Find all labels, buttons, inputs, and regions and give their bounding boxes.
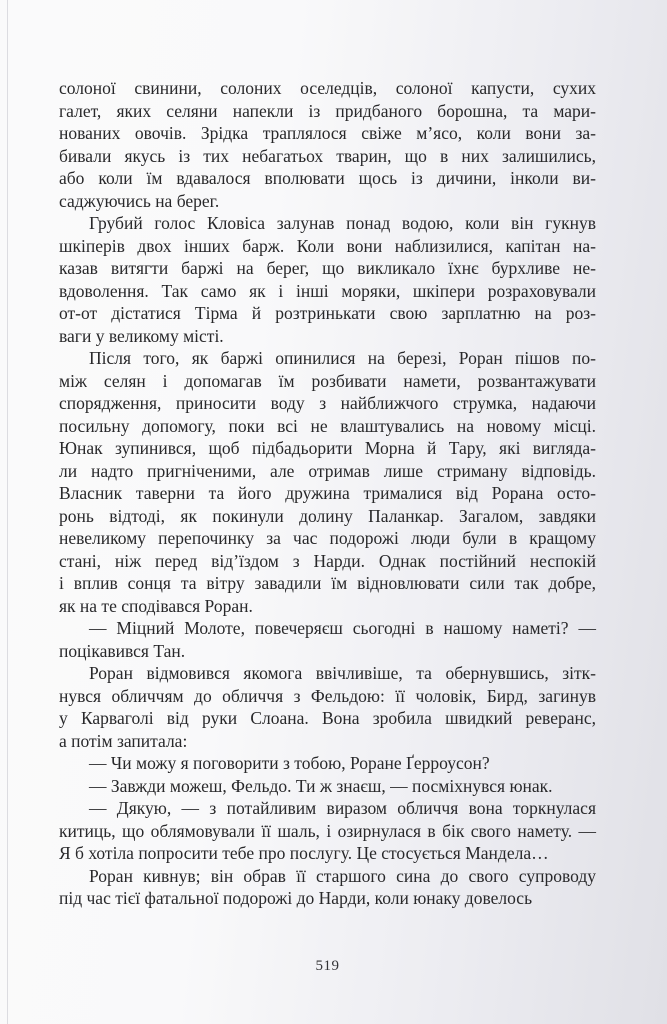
paragraph xyxy=(59,865,596,910)
text-line: стані, ніж перед від’їздом з Нарди. Однак постійний неспокій xyxy=(59,550,596,571)
text-line: — Чи можу я поговорити з тобою, Роране Ґерроусон? xyxy=(89,753,490,773)
text-line: от-от дістатися Тірма й розтринькати свою зарплатню на роз- xyxy=(59,303,596,323)
text-line: китиць, що облямовували її шаль, і озирнулася в бік свого намету. — xyxy=(59,820,596,841)
text-line: солоної свинини, солоних оселедців, солоної капусти, сухих xyxy=(59,78,596,98)
text-line: або коли їм вдавалося вполювати щось із дичини, інколи ви- xyxy=(59,168,596,188)
page-text xyxy=(59,77,596,910)
text-line: як на те сподівався Роран. xyxy=(59,595,253,616)
text-line: Після того, як баржі опинилися на березі, Роран пішов по- xyxy=(89,348,596,368)
text-line: Власник таверни та його дружина трималися від Рорана осто- xyxy=(59,483,596,503)
paragraph xyxy=(59,617,596,662)
page-edge-shadow xyxy=(7,0,8,1024)
text-line: Юнак зупинився, щоб підбадьорити Морна й Тару, які вигляда- xyxy=(59,438,596,458)
paragraph xyxy=(59,797,596,865)
text-line: ронь відтоді, як покинули долину Паланкар. Загалом, завдяки xyxy=(59,505,596,526)
paragraph xyxy=(59,347,596,617)
text-line: саджуючись на берег. xyxy=(59,190,220,211)
text-line: а потім запитала: xyxy=(59,730,188,751)
text-line: бивали якусь із тих небагатьох тварин, що в них залишились, xyxy=(59,145,596,166)
text-line: посильну допомогу, поки всі не влаштувались на новому місці. xyxy=(59,415,596,436)
text-line: шкіперів двох інших барж. Коли вони наблизилися, капітан на- xyxy=(59,235,596,256)
text-line: спорядження, приносити воду з найближчого струмка, надаючи xyxy=(59,393,596,413)
text-line: вдоволення. Так само як і інші моряки, шкіпери розраховували xyxy=(59,280,596,301)
text-line: під час тієї фатальної подорожі до Нарди, коли юнаку довелось xyxy=(59,888,533,908)
text-line: ваги у великому місті. xyxy=(59,325,224,346)
paragraph xyxy=(59,775,596,798)
text-line: ли надто пригніченими, але отримав лише стриману відповідь. xyxy=(59,460,596,481)
text-line: між селян і допомагав їм розбивати намети, розвантажувати xyxy=(59,370,596,391)
paragraph xyxy=(59,662,596,752)
text-line: поцікавився Тан. xyxy=(59,640,186,661)
text-line: — Дякую, — з потайливим виразом обличчя вона торкнулася xyxy=(89,798,596,818)
text-line: нованих овочів. Зрідка траплялося свіже м’ясо, коли вони за- xyxy=(59,123,596,143)
text-line: — Міцний Молоте, повечеряєш сьогодні в нашому наметі? — xyxy=(89,618,596,638)
text-line: Грубий голос Кловіса залунав понад водою, коли він гукнув xyxy=(89,213,596,233)
text-line: невеликому перепочинку за час подорожі люди були в кращому xyxy=(59,528,596,548)
page-number: 519 xyxy=(315,958,340,974)
text-line: Роран кивнув; він обрав її старшого сина до свого супроводу xyxy=(89,865,597,886)
text-line: казав витягти баржі на берег, що викликало їхнє бурхливе не- xyxy=(59,258,596,278)
paragraph xyxy=(59,212,596,347)
text-line: Роран відмовився якомога ввічливіше, та обернувшись, зітк- xyxy=(89,663,596,683)
text-line: галет, яких селяни напекли із придбаного борошна, та мари- xyxy=(59,100,596,121)
text-line: і вплив сонця та вітру завадили їм відновлювати сили так добре, xyxy=(59,573,596,593)
text-line: у Карваголі від руки Слоана. Вона зробила швидкий реверанс, xyxy=(59,708,596,728)
text-line: — Завжди можеш, Фельдо. Ти ж знаєш, — посміхнувся юнак. xyxy=(89,775,553,796)
paragraph xyxy=(59,752,596,775)
text-line: нувся обличчям до обличчя з Фельдою: її чоловік, Бирд, загинув xyxy=(59,685,596,706)
paragraph xyxy=(59,77,596,212)
text-line: Я б хотіла попросити тебе про послугу. Це стосується Мандела… xyxy=(59,843,549,863)
